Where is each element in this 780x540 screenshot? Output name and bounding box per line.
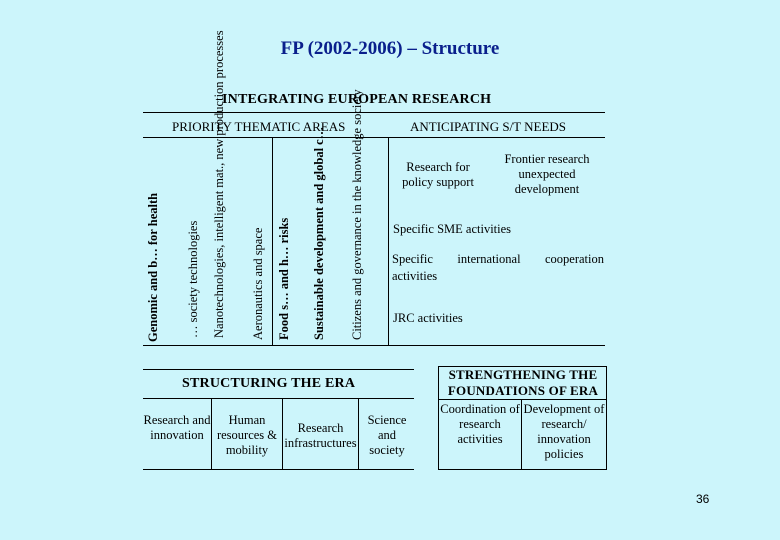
structuring-divider-3: [358, 398, 359, 469]
priority-area-aeronautics: Aeronautics and space: [251, 227, 265, 340]
priority-area-nanotechnologies: Nanotechnologies, intelligent mat., new production processes: [212, 30, 226, 338]
structuring-research-infrastructures: Research infrastructures: [284, 421, 357, 450]
structuring-sub-divider: [143, 398, 414, 399]
page-number: 36: [696, 492, 710, 506]
strengthening-heading: STRENGTHENING THE FOUNDATIONS OF ERA: [447, 367, 599, 398]
priority-heading: PRIORITY THEMATIC AREAS: [172, 119, 346, 134]
priority-column-divider: [272, 137, 273, 345]
slide-title: FP (2002-2006) – Structure: [280, 38, 500, 59]
international-cooperation: Specific international cooperation: [392, 252, 604, 266]
priority-area-information-society: … society technologies: [186, 220, 200, 338]
sme-activities: Specific SME activities: [393, 222, 512, 236]
structuring-science-society: Science and society: [367, 413, 407, 457]
structuring-top-divider: [143, 369, 414, 370]
priority-area-genomics: Genomic and b… for health: [146, 192, 160, 342]
strengthening-coordination: Coordination of research activities: [440, 402, 520, 446]
priority-area-food-safety: Food s… and h… risks: [277, 217, 291, 340]
jrc-activities: JRC activities: [393, 311, 463, 325]
strengthening-policies-development: Development of research/ innovation policies: [523, 402, 605, 461]
structuring-heading: STRUCTURING THE ERA: [182, 376, 356, 391]
strengthening-bottom-divider: [438, 469, 607, 470]
research-policy-support: Research for policy support: [402, 160, 474, 189]
strengthening-sub-divider: [438, 399, 607, 400]
priority-anticipating-divider: [388, 137, 389, 345]
priority-area-citizens-governance: Citizens and governance in the knowledge society: [350, 89, 364, 340]
strengthening-right-border: [606, 366, 607, 469]
structuring-human-resources: Human resources & mobility: [216, 413, 278, 457]
anticipating-heading: ANTICIPATING S/T NEEDS: [410, 119, 567, 134]
priority-area-sustainable-development: Sustainable development and global c…: [312, 126, 326, 340]
integrating-heading: INTEGRATING EUROPEAN RESEARCH: [222, 92, 492, 107]
international-cooperation-activities: activities: [392, 269, 438, 283]
structuring-research-innovation: Research and innovation: [143, 413, 211, 442]
integrating-bottom-divider: [143, 345, 605, 346]
frontier-research: Frontier research unexpected development: [504, 152, 590, 196]
structuring-bottom-divider: [143, 469, 414, 470]
